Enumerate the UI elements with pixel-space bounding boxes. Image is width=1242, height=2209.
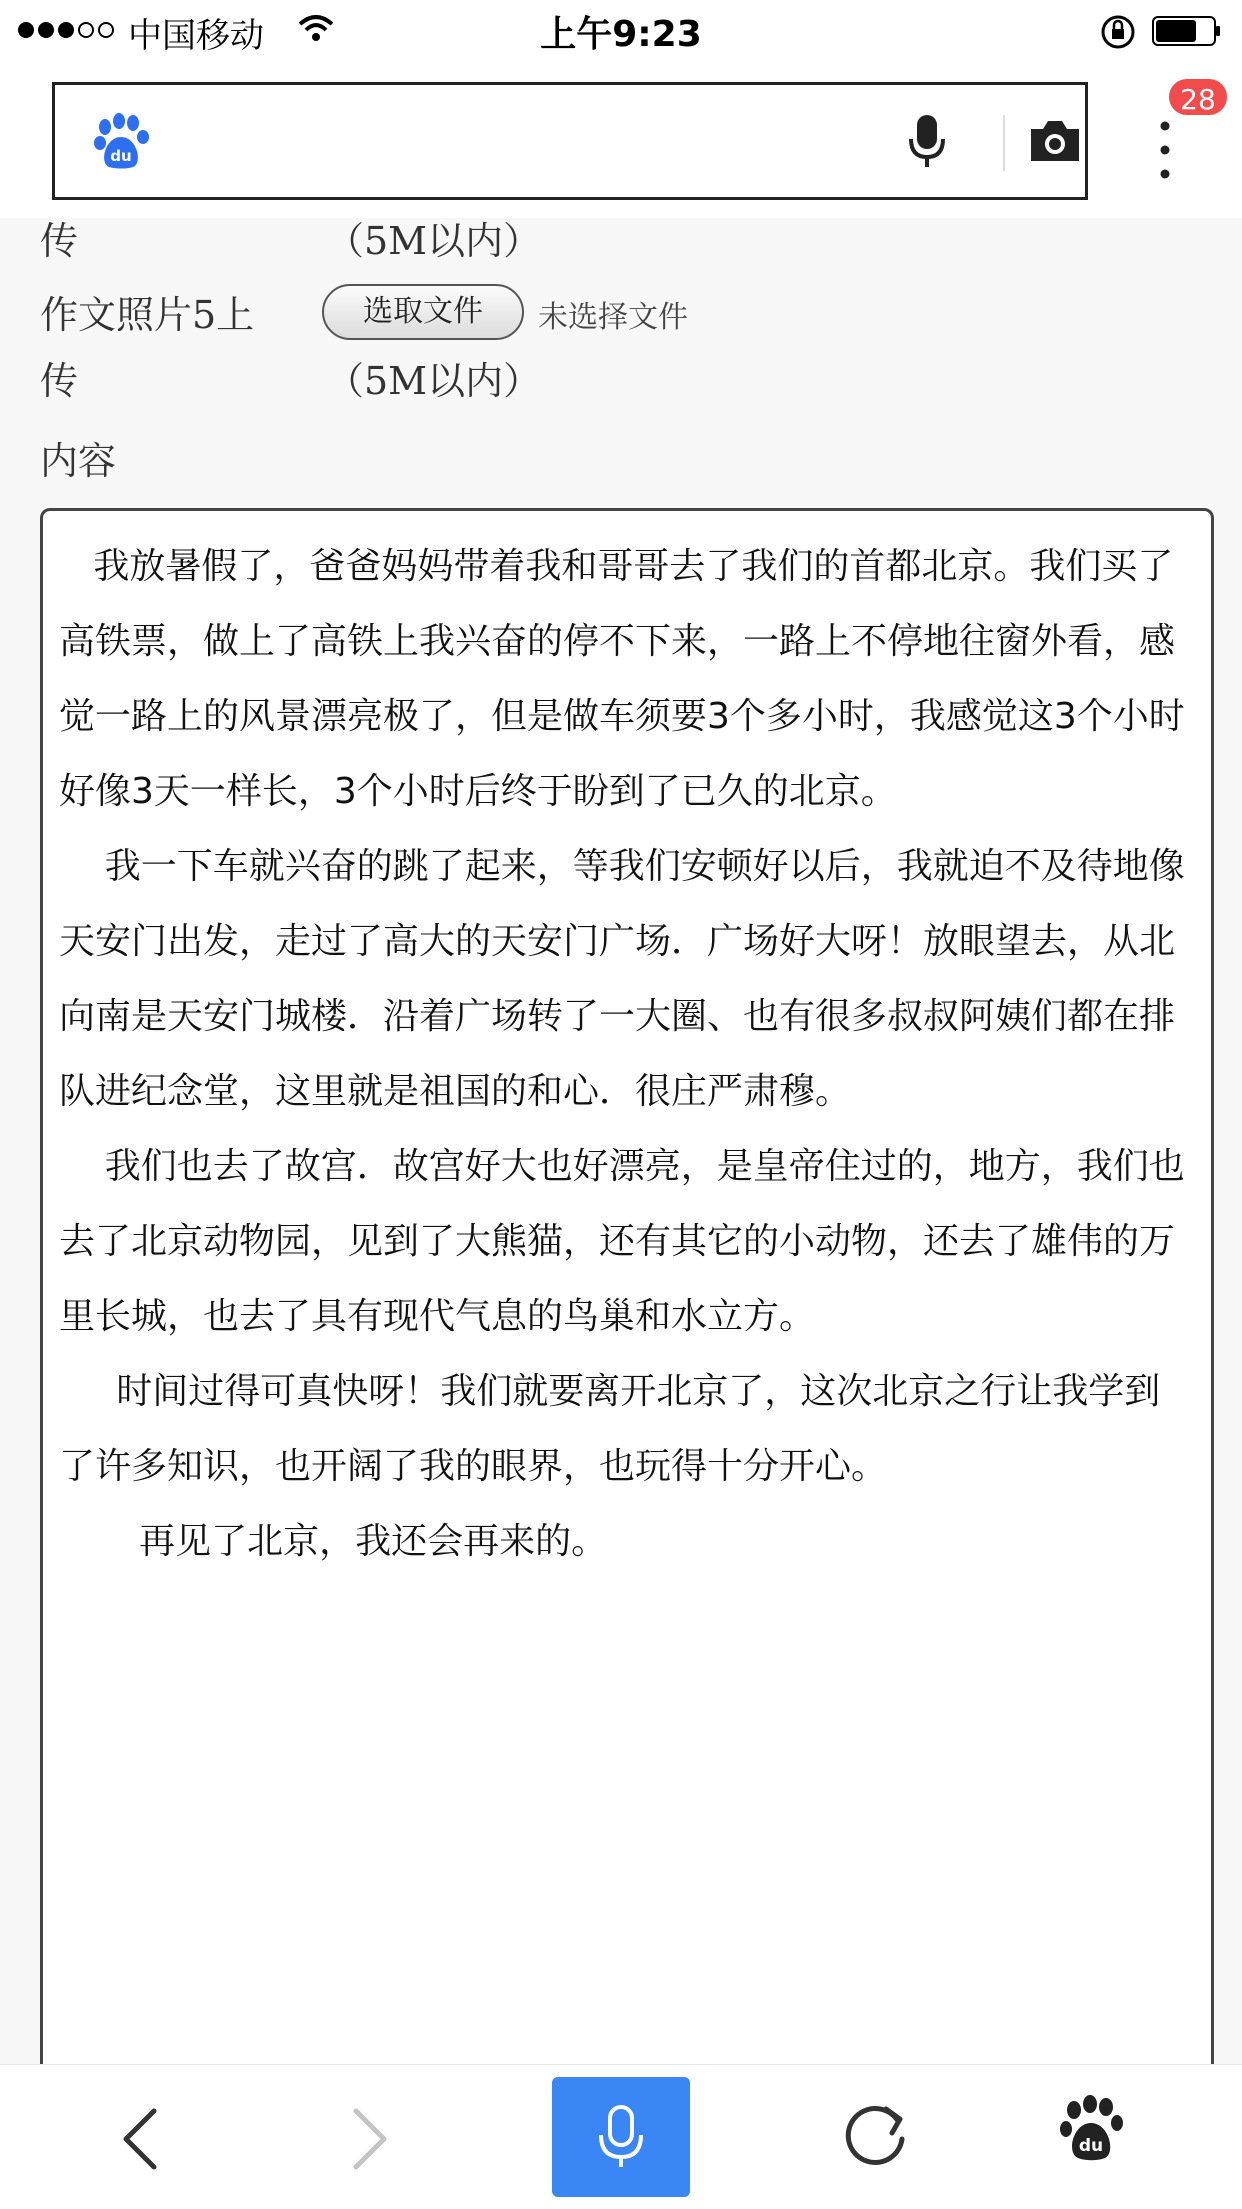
- prev-size-hint: （5M以内）: [326, 219, 542, 263]
- content-textarea[interactable]: [40, 508, 1214, 2064]
- no-file-selected-text: 未选择文件: [538, 300, 688, 335]
- refresh-icon[interactable]: [840, 2099, 910, 2177]
- microphone-icon[interactable]: [907, 113, 947, 173]
- choose-file-button[interactable]: 选取文件: [322, 284, 524, 340]
- status-bar: [0, 0, 1242, 62]
- content-label: 内容: [40, 439, 117, 483]
- search-input[interactable]: [52, 82, 1088, 200]
- browser-header: [0, 62, 1242, 218]
- camera-icon[interactable]: [1027, 117, 1083, 169]
- voice-search-button[interactable]: [552, 2077, 690, 2197]
- notification-badge: 28: [1166, 76, 1230, 118]
- content-paragraph: 再见了北京，我还会再来的。: [59, 1521, 608, 1562]
- svg-text:du: du: [110, 147, 132, 165]
- content-paragraph: 我一下车就兴奋的跳了起来，等我们安顿好以后，我就迫不及待地像天安门出发，走过了高大的天安门广场．广场好大呀！放眼望去，从北向南是天安门城楼．沿着广场转了一大圈、也有很多叔叔阿姨们都在排队进纪念堂，这里就是祖国的和心．很庄严肃穆。: [59, 846, 1185, 1112]
- clock: 上午9:23: [540, 14, 702, 55]
- back-arrow-icon[interactable]: [118, 2107, 166, 2175]
- rotation-lock-icon: [1098, 12, 1138, 56]
- baidu-paw-icon: [91, 113, 151, 173]
- more-menu-icon[interactable]: [1150, 114, 1180, 194]
- content-paragraph: 时间过得可真快呀！我们就要离开北京了，这次北京之行让我学到了许多知识，也开阔了我的眼界，也玩得十分开心。: [59, 1371, 1161, 1487]
- battery-icon: [1152, 16, 1222, 46]
- bottom-toolbar: [0, 2064, 1242, 2209]
- search-divider: [1003, 115, 1005, 171]
- content-paragraph: 我放暑假了，爸爸妈妈带着我和哥哥去了我们的首都北京。我们买了高铁票，做上了高铁上我兴奋的停不下来，一路上不停地往窗外看，感觉一路上的风景漂亮极了，但是做车须要3个多小时，我感觉这3个小时好像3天一样长，3个小时后终于盼到了已久的北京。: [59, 546, 1185, 812]
- forward-arrow-icon[interactable]: [344, 2107, 392, 2175]
- photo5-upload-label-line2: 传: [40, 359, 79, 403]
- essay-form: [0, 218, 1242, 2064]
- content-paragraph: 我们也去了故宫．故宫好大也好漂亮，是皇帝住过的，地方，我们也去了北京动物园，见到了大熊猫，还有其它的小动物，还去了雄伟的万里长城，也去了具有现代气息的鸟巢和水立方。: [59, 1146, 1185, 1337]
- svg-text:du: du: [1078, 2136, 1104, 2156]
- carrier-name: 中国移动: [128, 16, 264, 56]
- prev-upload-label: 传: [40, 219, 79, 263]
- baidu-home-icon[interactable]: [1058, 2095, 1124, 2169]
- photo5-size-hint: （5M以内）: [326, 359, 542, 403]
- microphone-icon: [596, 2103, 646, 2171]
- photo5-upload-label: 作文照片5上: [40, 293, 255, 337]
